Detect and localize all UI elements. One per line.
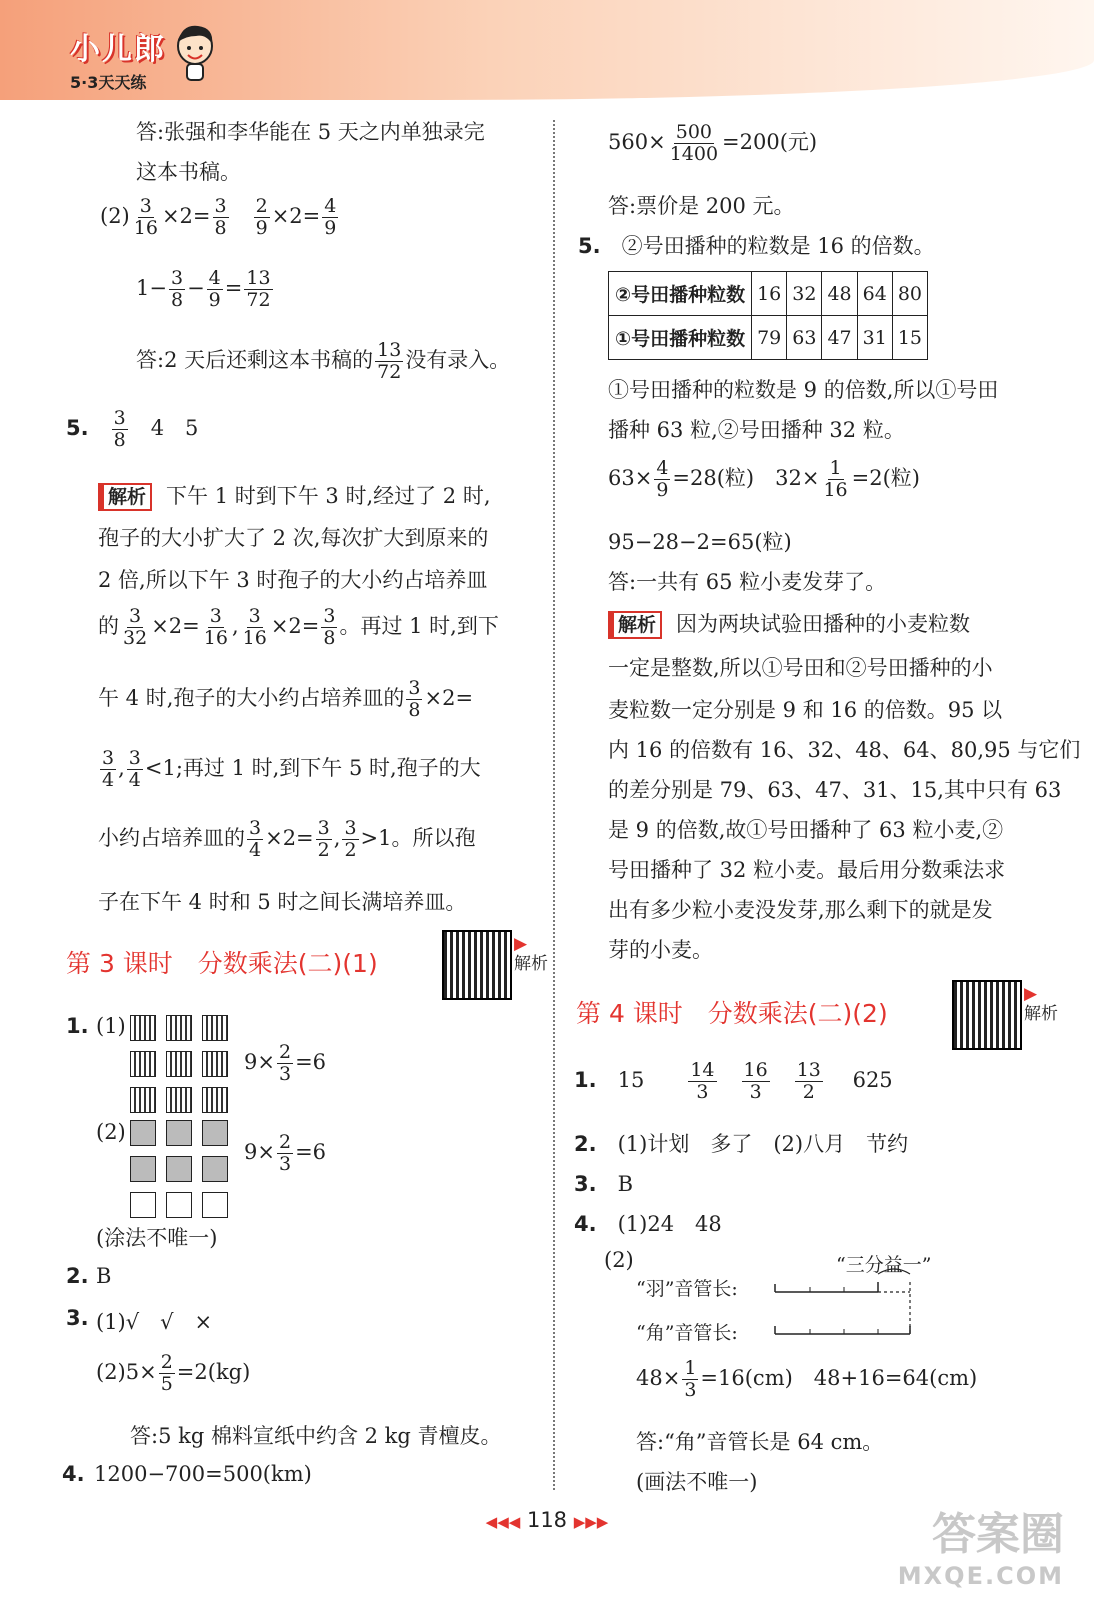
logo-bottom: 5·3天天练 xyxy=(70,73,147,92)
qr-code-icon[interactable] xyxy=(952,980,1022,1050)
diagram-caption: “三分益一” xyxy=(836,1254,932,1276)
fraction: $\frac{3}{4}$ xyxy=(249,817,262,861)
analysis-line: $\frac{3}{4}$ , $\frac{3}{4}$ <1;再过 1 时,到下午 5 时,孢子的大 xyxy=(102,747,481,791)
answer-line: 答:张强和李华能在 5 天之内单独录完 xyxy=(136,120,485,144)
equation-row: 95−28−2=65(粒) xyxy=(608,530,792,554)
equation-row: 63× $\frac{4}{9}$ =28(粒) 32× $\frac{1}{16}$ =2(粒) xyxy=(608,457,920,501)
question-number: 3. xyxy=(66,1306,89,1330)
analysis-line: 内 16 的倍数有 16、32、48、64、80,95 与它们 xyxy=(608,738,1081,762)
fraction: $\frac{4}{9}$ xyxy=(324,195,337,239)
question-5: 5. $\frac{3}{8}$ 4 5 xyxy=(66,407,199,451)
fraction: $\frac{3}{16}$ xyxy=(203,605,228,649)
section-heading: 第 3 课时 分数乘法(二)(1) xyxy=(66,949,378,978)
part-label: (2) xyxy=(96,1120,126,1144)
section-heading: 第 4 课时 分数乘法(二)(2) xyxy=(576,999,888,1028)
fraction: $\frac{4}{9}$ xyxy=(208,267,221,311)
fraction: $\frac{16}{3}$ xyxy=(743,1059,768,1103)
analysis-line: 的差分别是 79、63、47、31、15,其中只有 63 xyxy=(608,778,1062,802)
fraction: $\frac{3}{8}$ xyxy=(113,407,126,451)
fraction: $\frac{13}{72}$ xyxy=(246,267,271,311)
equation-row: 560× $\frac{500}{1400}$ =200(元) xyxy=(608,121,818,165)
analysis-tag: 解析 xyxy=(98,483,152,511)
analysis-tag: 解析 xyxy=(608,611,662,639)
analysis-line: 解析 下午 1 时到下午 3 时,经过了 2 时, xyxy=(98,480,491,511)
question-number: 1. xyxy=(66,1014,89,1038)
shaded-grid xyxy=(130,1120,228,1218)
equation-row: 9× $\frac{2}{3}$ =6 xyxy=(244,1131,327,1175)
analysis-line: 号田播种了 32 粒小麦。最后用分数乘法求 xyxy=(608,858,1006,882)
answer: (1)√ √ × xyxy=(96,1310,213,1334)
fraction: $\frac{3}{16}$ xyxy=(133,195,158,239)
answer: B xyxy=(96,1264,112,1288)
question-number: 5. xyxy=(66,415,89,440)
equation-row: 48× $\frac{1}{3}$ =16(cm) 48+16=64(cm) xyxy=(636,1357,978,1401)
analysis-line: 是 9 的倍数,故①号田播种了 63 粒小麦,② xyxy=(608,818,1004,842)
qr-code-icon[interactable] xyxy=(442,930,512,1000)
equation-row: 9× $\frac{2}{3}$ =6 xyxy=(244,1041,327,1085)
answer-line: 播种 63 粒,②号田播种 32 粒。 xyxy=(608,418,905,442)
analysis-line: 解析 因为两块试验田播种的小麦粒数 xyxy=(608,608,970,639)
fraction: $\frac{3}{4}$ xyxy=(102,747,115,791)
fraction: $\frac{3}{8}$ xyxy=(408,677,421,721)
answer-line: 答:“角”音管长是 64 cm。 xyxy=(636,1430,884,1454)
fraction: $\frac{3}{32}$ xyxy=(123,605,148,649)
fraction: $\frac{1}{16}$ xyxy=(823,457,848,501)
seed-table xyxy=(608,271,928,360)
page-number: ◀◀◀ 118 ▶▶▶ xyxy=(485,1508,609,1532)
qr-label: ▶ 解析 xyxy=(514,934,548,974)
analysis-line: 子在下午 4 时和 5 时之间长满培养皿。 xyxy=(98,890,467,914)
fraction: $\frac{3}{8}$ xyxy=(170,267,184,311)
fraction: $\frac{14}{3}$ xyxy=(690,1059,715,1103)
shaded-grid xyxy=(130,1015,228,1113)
question-3-right: 3. B xyxy=(574,1172,634,1196)
analysis-line: 麦粒数一定分别是 9 和 16 的倍数。95 以 xyxy=(608,698,1003,722)
question-5-right: 5. ②号田播种的粒数是 16 的倍数。 xyxy=(578,234,935,258)
part-label: (2) xyxy=(604,1248,634,1272)
arrows-right-icon: ▶▶▶ xyxy=(573,1513,609,1531)
fraction: $\frac{2}{9}$ xyxy=(255,195,268,239)
table-row: ①号田播种粒数 79 63 47 31 15 xyxy=(609,316,928,360)
table-row: ②号田播种粒数 16 32 48 64 80 xyxy=(609,272,928,316)
analysis-line: 一定是整数,所以①号田和②号田播种的小 xyxy=(608,656,993,680)
note: (画法不唯一) xyxy=(636,1470,758,1494)
fraction: $\frac{3}{8}$ xyxy=(323,605,336,649)
fraction: $\frac{2}{3}$ xyxy=(278,1131,292,1175)
fraction: $\frac{3}{8}$ xyxy=(214,195,227,239)
question-1-right: 1. 15 $\frac{14}{3}$ $\frac{16}{3}$ $\frac{13}{2}$ 625 xyxy=(574,1059,893,1103)
analysis-line: 午 4 时,孢子的大小约占培养皿的 $\frac{3}{8}$ ×2= xyxy=(98,677,474,721)
equation-row: (2)5× $\frac{2}{5}$ =2(kg) xyxy=(96,1351,251,1395)
column-divider xyxy=(553,120,555,1490)
answer-line: 答:2 天后还剩这本书稿的 $\frac{13}{72}$ 没有录入。 xyxy=(136,339,511,383)
question-number: 2. xyxy=(66,1264,89,1288)
fraction: $\frac{500}{1400}$ xyxy=(669,121,719,165)
fraction: $\frac{4}{9}$ xyxy=(656,457,669,501)
answer-line: 答:票价是 200 元。 xyxy=(608,194,795,218)
fraction: $\frac{1}{3}$ xyxy=(684,1357,697,1401)
answer-line: 这本书稿。 xyxy=(136,160,241,184)
analysis-line: 2 倍,所以下午 3 时孢子的大小约占培养皿 xyxy=(98,568,488,592)
fraction: $\frac{3}{2}$ xyxy=(344,817,357,861)
logo-top: 小儿郎 xyxy=(70,32,166,67)
mascot-boy-icon xyxy=(172,22,218,82)
fraction: $\frac{13}{2}$ xyxy=(796,1059,821,1103)
analysis-line: 芽的小麦。 xyxy=(608,938,713,962)
part-label: (1) xyxy=(96,1014,126,1038)
fraction: $\frac{13}{72}$ xyxy=(377,339,402,383)
answer-line: 答:一共有 65 粒小麦发芽了。 xyxy=(608,570,887,594)
equation-row: (2) $\frac{3}{16}$ ×2= $\frac{3}{8}$ $\frac{2}{9}$ ×2= $\frac{4}{9}$ xyxy=(100,195,337,239)
analysis-line: 出有多少粒小麦没发芽,那么剩下的就是发 xyxy=(608,898,993,922)
analysis-line: 小约占培养皿的 $\frac{3}{4}$ ×2= $\frac{3}{2}$ , $\frac{3}{2}$ >1。所以孢 xyxy=(98,817,476,861)
pipe-length-diagram xyxy=(770,1262,920,1342)
watermark: 答案圈 MXQE.COM xyxy=(897,1509,1064,1590)
arrows-left-icon: ◀◀◀ xyxy=(485,1513,521,1531)
answer-line: ①号田播种的粒数是 9 的倍数,所以①号田 xyxy=(608,378,999,402)
fraction: $\frac{3}{4}$ xyxy=(128,747,141,791)
analysis-line: 孢子的大小扩大了 2 次,每次扩大到原来的 xyxy=(98,526,489,550)
fraction: $\frac{2}{3}$ xyxy=(278,1041,292,1085)
question-4-right: 4. (1)24 48 xyxy=(574,1212,722,1236)
analysis-line: 的 $\frac{3}{32}$ ×2= $\frac{3}{16}$ , $\frac{3}{16}$ ×2= $\frac{3}{8}$ 。再过 1 时,到下 xyxy=(98,605,499,649)
answer-line: 答:5 kg 棉料宣纸中约含 2 kg 青檀皮。 xyxy=(130,1424,502,1448)
question-2-right: 2. (1)计划 多了 (2)八月 节约 xyxy=(574,1132,909,1156)
question-number: 4. xyxy=(62,1462,85,1486)
qr-label: ▶ 解析 xyxy=(1024,984,1058,1024)
part-label: (2) xyxy=(100,203,130,228)
diagram-label: “角”音管长: xyxy=(636,1322,738,1344)
equation-row: 1− $\frac{3}{8}$ − $\frac{4}{9}$ = $\frac{13}{72}$ xyxy=(136,267,271,311)
diagram-label: “羽”音管长: xyxy=(636,1278,738,1300)
fraction: $\frac{3}{16}$ xyxy=(242,605,267,649)
fraction: $\frac{2}{5}$ xyxy=(160,1351,173,1395)
answer: 1200−700=500(km) xyxy=(94,1462,312,1486)
brand-logo xyxy=(70,24,166,93)
question-number: 5. xyxy=(578,234,601,258)
note: (涂法不唯一) xyxy=(96,1226,218,1250)
fraction: $\frac{3}{2}$ xyxy=(317,817,330,861)
